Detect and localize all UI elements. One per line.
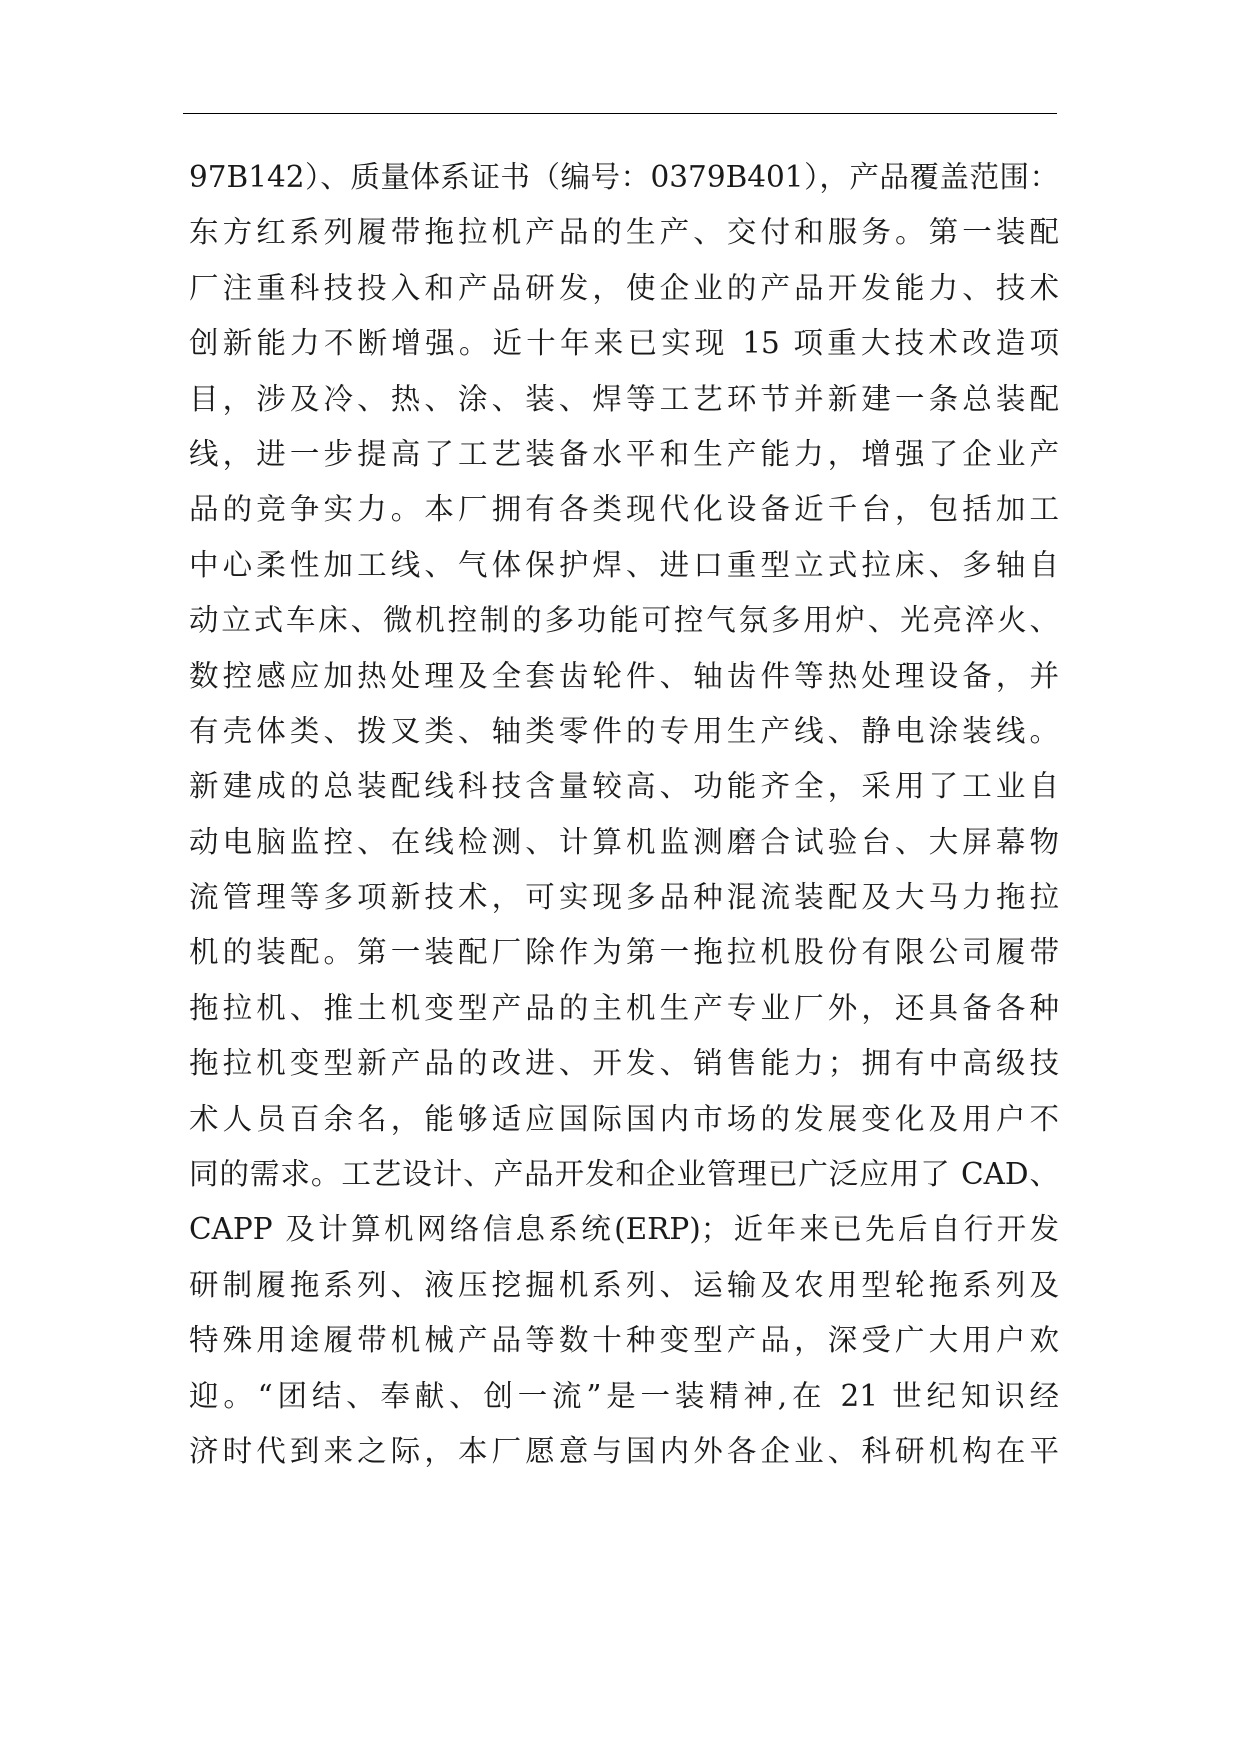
text-line: 品的竞争实力。本厂拥有各类现代化设备近千台，包括加工 xyxy=(189,492,1059,527)
text-line: 同的需求。工艺设计、产品开发和企业管理已广泛应用了 CAD、 xyxy=(189,1157,1059,1192)
text-line: 97B142）、质量体系证书（编号：0379B401），产品覆盖范围： xyxy=(189,160,1059,194)
text-line: 创新能力不断增强。近十年来已实现 15 项重大技术改造项 xyxy=(189,326,1059,361)
text-line: 术人员百余名，能够适应国际国内市场的发展变化及用户不 xyxy=(189,1101,1059,1136)
text-line: 东方红系列履带拖拉机产品的生产、交付和服务。第一装配 xyxy=(189,215,1059,250)
text-line: 流管理等多项新技术，可实现多品种混流装配及大马力拖拉 xyxy=(189,880,1059,915)
text-line: 机的装配。第一装配厂除作为第一拖拉机股份有限公司履带 xyxy=(189,935,1059,970)
text-line: 厂注重科技投入和产品研发，使企业的产品开发能力、技术 xyxy=(189,270,1059,305)
text-line: 迎。“团结、奉献、创一流”是一装精神,在 21 世纪知识经 xyxy=(189,1378,1059,1413)
text-line: 拖拉机变型新产品的改进、开发、销售能力；拥有中高级技 xyxy=(189,1046,1059,1081)
text-line: 动立式车床、微机控制的多功能可控气氛多用炉、光亮淬火、 xyxy=(189,603,1059,638)
text-line: 有壳体类、拨叉类、轴类零件的专用生产线、静电涂装线。 xyxy=(189,713,1059,748)
text-line: 动电脑监控、在线检测、计算机监测磨合试验台、大屏幕物 xyxy=(189,824,1059,859)
text-line: 济时代到来之际，本厂愿意与国内外各企业、科研机构在平 xyxy=(189,1433,1059,1468)
text-line: 特殊用途履带机械产品等数十种变型产品，深受广大用户欢 xyxy=(189,1323,1059,1358)
body-paragraph xyxy=(189,150,1059,1479)
text-line: CAPP 及计算机网络信息系统(ERP)；近年来已先后自行开发 xyxy=(189,1212,1059,1247)
header-rule xyxy=(183,113,1057,114)
text-line: 线，进一步提高了工艺装备水平和生产能力，增强了企业产 xyxy=(189,436,1059,471)
text-line: 研制履拖系列、液压挖掘机系列、运输及农用型轮拖系列及 xyxy=(189,1267,1059,1302)
text-line: 中心柔性加工线、气体保护焊、进口重型立式拉床、多轴自 xyxy=(189,547,1059,582)
text-line: 目，涉及冷、热、涂、装、焊等工艺环节并新建一条总装配 xyxy=(189,381,1059,416)
text-line: 数控感应加热处理及全套齿轮件、轴齿件等热处理设备，并 xyxy=(189,658,1059,693)
text-line: 新建成的总装配线科技含量较高、功能齐全，采用了工业自 xyxy=(189,769,1059,804)
text-line: 拖拉机、推土机变型产品的主机生产专业厂外，还具备各种 xyxy=(189,990,1059,1025)
